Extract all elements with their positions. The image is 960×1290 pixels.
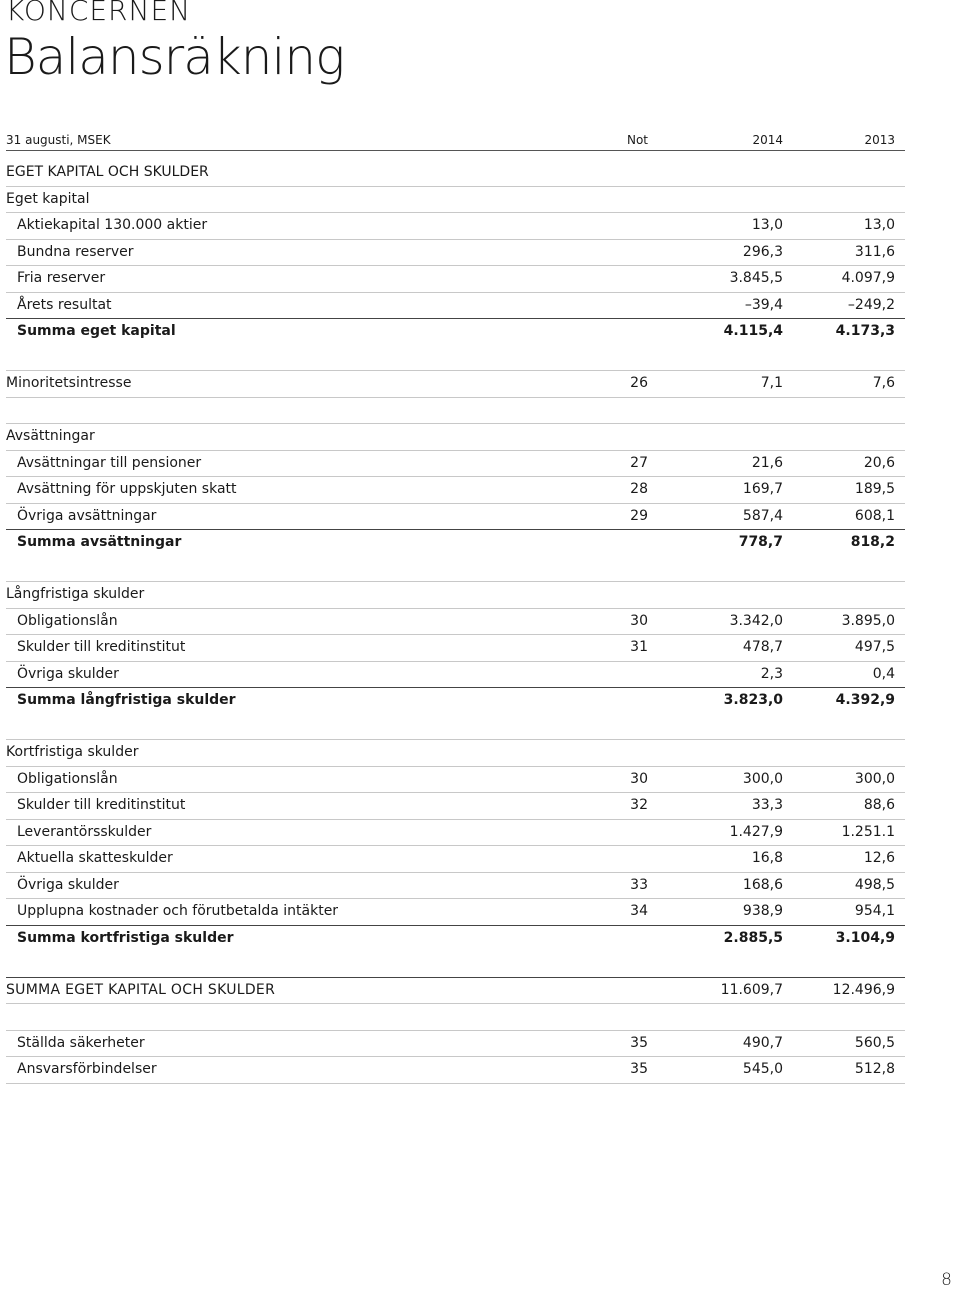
table-row <box>6 899 905 926</box>
table-row <box>6 424 905 451</box>
table-row <box>6 793 905 820</box>
row-value-2013: –249,2 <box>847 296 895 313</box>
row-label: Minoritetsintresse <box>6 375 132 391</box>
row-label: Aktiekapital 130.000 aktier <box>17 217 208 233</box>
row-value-2014: 300,0 <box>742 770 783 787</box>
row-label: Avsättning för uppskjuten skatt <box>17 481 237 497</box>
row-label: Summa eget kapital <box>17 323 176 339</box>
row-spacer <box>6 1004 905 1031</box>
row-label: Årets resultat <box>17 296 112 313</box>
table-row <box>6 504 905 531</box>
row-value-2013: 311,6 <box>854 243 895 260</box>
row-value-2013: 4.097,9 <box>841 270 895 286</box>
row-label: Ansvarsförbindelser <box>17 1061 157 1077</box>
row-label: Skulder till kreditinstitut <box>17 639 186 655</box>
row-value-2013: 1.251.1 <box>841 823 895 840</box>
table-row <box>6 609 905 636</box>
row-value-2014: 11.609,7 <box>720 981 783 998</box>
table-row <box>6 820 905 847</box>
header-note: Not <box>626 133 648 147</box>
row-spacer <box>6 556 905 583</box>
row-note: 30 <box>630 612 648 629</box>
table-row <box>6 266 905 293</box>
row-value-2014: 3.845,5 <box>729 270 783 286</box>
table-row-total <box>6 688 905 714</box>
table-row <box>6 160 905 187</box>
row-value-2014: 7,1 <box>760 375 783 391</box>
row-note: 28 <box>630 481 648 497</box>
row-value-2014: 938,9 <box>742 903 783 919</box>
row-value-2013: 560,5 <box>854 1034 895 1051</box>
row-value-2013: 954,1 <box>854 903 895 919</box>
row-value-2013: 498,5 <box>854 876 895 893</box>
table-row-total <box>6 319 905 345</box>
row-value-2014: 545,0 <box>742 1061 783 1077</box>
row-label: Skulder till kreditinstitut <box>17 797 186 813</box>
row-note: 35 <box>630 1034 648 1051</box>
table-row <box>6 1057 905 1084</box>
row-value-2014: 168,6 <box>742 876 783 893</box>
row-label: Övriga skulder <box>17 876 119 893</box>
row-value-2013: 12.496,9 <box>832 981 895 998</box>
row-note: 34 <box>630 903 648 919</box>
table-row <box>6 293 905 320</box>
row-value-2014: 3.342,0 <box>729 612 783 629</box>
row-value-2014: 21,6 <box>751 454 783 471</box>
row-value-2013: 300,0 <box>854 770 895 787</box>
row-value-2014: 16,8 <box>751 850 783 866</box>
row-value-2014: 33,3 <box>751 797 783 813</box>
table-row <box>6 740 905 767</box>
row-value-2013: 13,0 <box>863 217 895 233</box>
row-value-2014: 13,0 <box>751 217 783 233</box>
row-value-2013: 20,6 <box>863 454 895 471</box>
row-label: Långfristiga skulder <box>6 586 145 602</box>
row-note: 29 <box>630 507 648 524</box>
row-note: 35 <box>630 1061 648 1077</box>
row-value-2014: 478,7 <box>742 639 783 655</box>
table-header <box>6 131 905 149</box>
table-row <box>6 635 905 662</box>
row-label: Obligationslån <box>17 612 118 629</box>
row-value-2013: 818,2 <box>850 534 895 550</box>
header-date: 31 augusti, MSEK <box>6 133 111 147</box>
row-label: Summa kortfristiga skulder <box>17 929 234 946</box>
row-value-2014: 4.115,4 <box>723 323 783 339</box>
header-year-2013: 2013 <box>864 133 895 147</box>
header-year-2014: 2014 <box>752 133 783 147</box>
row-note: 32 <box>630 797 648 813</box>
row-value-2013: 189,5 <box>854 481 895 497</box>
row-value-2013: 0,4 <box>872 665 895 682</box>
row-label: EGET KAPITAL OCH SKULDER <box>6 164 209 180</box>
row-label: Summa långfristiga skulder <box>17 692 236 708</box>
row-label: Övriga avsättningar <box>17 507 157 524</box>
row-label: Eget kapital <box>6 190 90 207</box>
row-value-2013: 3.895,0 <box>841 612 895 629</box>
row-value-2014: –39,4 <box>744 296 783 313</box>
row-value-2014: 296,3 <box>742 243 783 260</box>
page-number: 8 <box>941 1270 952 1290</box>
row-note: 31 <box>630 639 648 655</box>
row-spacer <box>6 398 905 425</box>
row-spacer <box>6 951 905 978</box>
row-value-2013: 608,1 <box>854 507 895 524</box>
row-note: 30 <box>630 770 648 787</box>
row-value-2014: 3.823,0 <box>723 692 783 708</box>
table-row <box>6 213 905 240</box>
row-label: Leverantörsskulder <box>17 823 152 840</box>
row-label: Avsättningar <box>6 428 95 444</box>
table-row <box>6 451 905 478</box>
row-label: Bundna reserver <box>17 243 134 260</box>
row-value-2013: 4.392,9 <box>835 692 895 708</box>
row-label: Övriga skulder <box>17 665 119 682</box>
table-row <box>6 662 905 689</box>
row-label: Obligationslån <box>17 770 118 787</box>
row-value-2014: 1.427,9 <box>729 823 783 840</box>
row-value-2014: 169,7 <box>742 481 783 497</box>
table-row-total <box>6 926 905 952</box>
row-label: Summa avsättningar <box>17 534 182 550</box>
page-title: Balansräkning <box>4 28 345 86</box>
row-note: 33 <box>630 876 648 893</box>
table-row <box>6 873 905 900</box>
balance-table <box>6 160 905 1084</box>
table-row <box>6 187 905 214</box>
row-value-2014: 587,4 <box>742 507 783 524</box>
row-note: 27 <box>630 454 648 471</box>
row-label: Kortfristiga skulder <box>6 744 139 760</box>
row-value-2013: 512,8 <box>854 1061 895 1077</box>
row-value-2014: 2.885,5 <box>723 929 783 946</box>
row-label: Avsättningar till pensioner <box>17 454 202 471</box>
section-kicker: KONCERNEN <box>6 0 192 27</box>
row-label: Fria reserver <box>17 270 106 286</box>
table-row <box>6 767 905 794</box>
row-note: 26 <box>630 375 648 391</box>
table-row-grand-total <box>6 978 905 1005</box>
row-value-2013: 4.173,3 <box>835 323 895 339</box>
row-value-2014: 778,7 <box>738 534 783 550</box>
table-row-total <box>6 530 905 556</box>
header-divider <box>6 150 905 151</box>
row-label: Aktuella skatteskulder <box>17 850 173 866</box>
row-value-2013: 7,6 <box>872 375 895 391</box>
row-label: Upplupna kostnader och förutbetalda intäkter <box>17 903 339 919</box>
table-row <box>6 582 905 609</box>
table-row <box>6 846 905 873</box>
table-row <box>6 240 905 267</box>
table-row <box>6 1031 905 1058</box>
row-label: Ställda säkerheter <box>17 1034 145 1051</box>
row-value-2013: 88,6 <box>863 797 895 813</box>
row-value-2013: 12,6 <box>863 850 895 866</box>
row-value-2013: 3.104,9 <box>835 929 895 946</box>
row-value-2014: 490,7 <box>742 1034 783 1051</box>
table-row <box>6 477 905 504</box>
row-value-2013: 497,5 <box>854 639 895 655</box>
row-spacer <box>6 714 905 741</box>
row-label: SUMMA EGET KAPITAL OCH SKULDER <box>6 981 276 998</box>
row-value-2014: 2,3 <box>760 665 783 682</box>
table-row <box>6 371 905 398</box>
row-spacer <box>6 345 905 372</box>
